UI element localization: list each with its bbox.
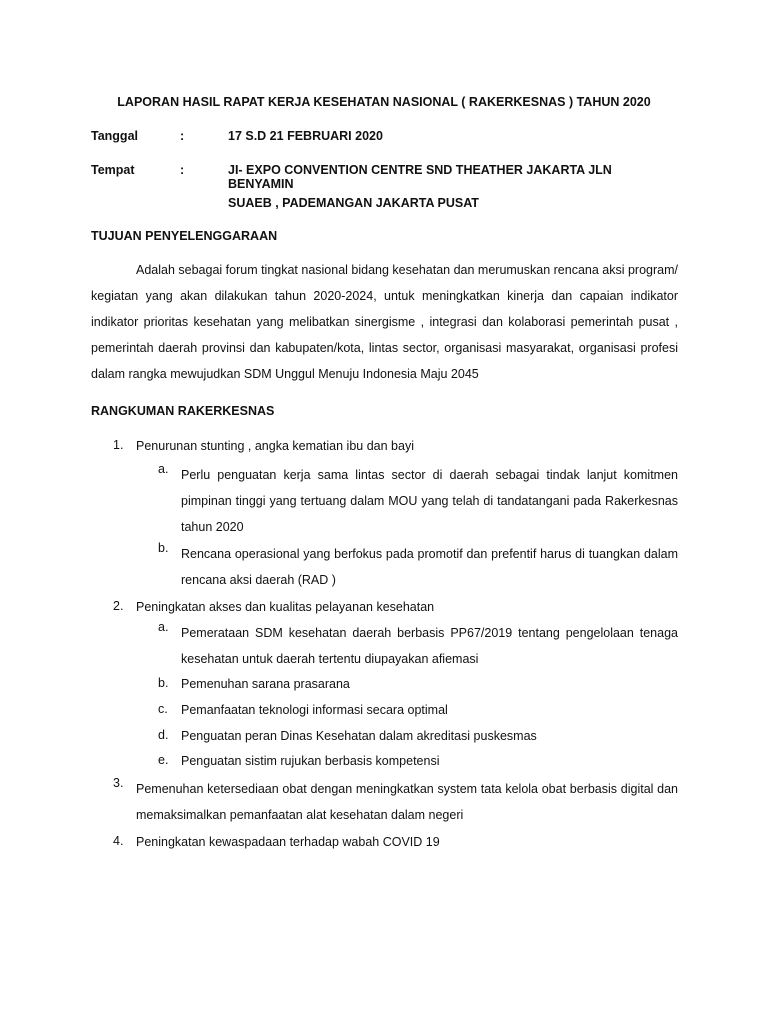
list-item-text: Penurunan stunting , angka kematian ibu dan bayi [136,439,414,453]
purpose-paragraph [91,257,678,387]
list-item-number: 4. [113,834,124,848]
sub-item-letter: a. [158,462,169,476]
sub-item-text: Pemenuhan sarana prasarana [181,677,350,691]
date-colon: : [180,129,185,143]
sub-item-letter: b. [158,541,169,555]
sub-item-text: Pemerataan SDM kesehatan daerah berbasis PP67/2019 tentang pengelolaan tenaga kesehatan untuk daerah tertentu diupayakan afiemasi [181,626,678,666]
place-label: Tempat [91,163,135,177]
purpose-heading: TUJUAN PENYELENGGARAAN [91,229,278,243]
list-item-number: 1. [113,438,124,452]
date-label: Tanggal [91,129,138,143]
sub-item-text: Rencana operasional yang berfokus pada promotif dan prefentif harus di tuangkan dalam rencana aksi daerah (RAD ) [181,547,678,587]
sub-item-text: Penguatan sistim rujukan berbasis kompetensi [181,754,440,768]
sub-item-text: Perlu penguatan kerja sama lintas sector di daerah sebagai tindak lanjut komitmen pimpinan tinggi yang tertuang dalam MOU yang telah di tandatangani pada Rakerkesnas tahun 2020 [181,468,678,534]
sub-item-letter: a. [158,620,169,634]
list-item-text: Peningkatan kewaspadaan terhadap wabah COVID 19 [136,835,440,849]
sub-item-letter: d. [158,728,169,742]
list-item-text: Pemenuhan ketersediaan obat dengan meningkatkan system tata kelola obat berbasis digital dan memaksimalkan pemanfaatan alat kesehatan dalam negeri [136,782,678,822]
list-item-text: Peningkatan akses dan kualitas pelayanan kesehatan [136,600,435,614]
summary-heading: RANGKUMAN RAKERKESNAS [91,404,275,418]
sub-item-letter: c. [158,702,168,716]
date-value: 17 S.D 21 FEBRUARI 2020 [228,129,383,143]
sub-item-letter: b. [158,676,169,690]
place-value-line1: JI- EXPO CONVENTION CENTRE SND THEATHER JAKARTA JLN BENYAMIN [228,163,612,191]
sub-item-text: Pemanfaatan teknologi informasi secara optimal [181,703,448,717]
list-item-number: 2. [113,599,124,613]
list-item-number: 3. [113,776,124,790]
document-title: LAPORAN HASIL RAPAT KERJA KESEHATAN NASIONAL ( RAKERKESNAS ) TAHUN 2020 [117,95,651,109]
place-colon: : [180,163,185,177]
place-value-line2: SUAEB , PADEMANGAN JAKARTA PUSAT [228,196,479,210]
purpose-paragraph-text: Adalah sebagai forum tingkat nasional bidang kesehatan dan merumuskan rencana aksi program/ kegiatan yang akan dilakukan tahun 2020-2024, untuk meningkatkan kinerja dan capaian indikator indikator prioritas kesehatan yang melibatkan sinergisme , integrasi dan kolaborasi pemerintah pusat , pemerintah daerah provinsi dan kabupaten/kota, lintas sector, organisasi masyarakat, organisasi profesi dalam rangka mewujudkan SDM Unggul Menuju Indonesia Maju 2045 [91,263,678,381]
sub-item-text: Penguatan peran Dinas Kesehatan dalam akreditasi puskesmas [181,729,537,743]
sub-item-letter: e. [158,753,169,767]
